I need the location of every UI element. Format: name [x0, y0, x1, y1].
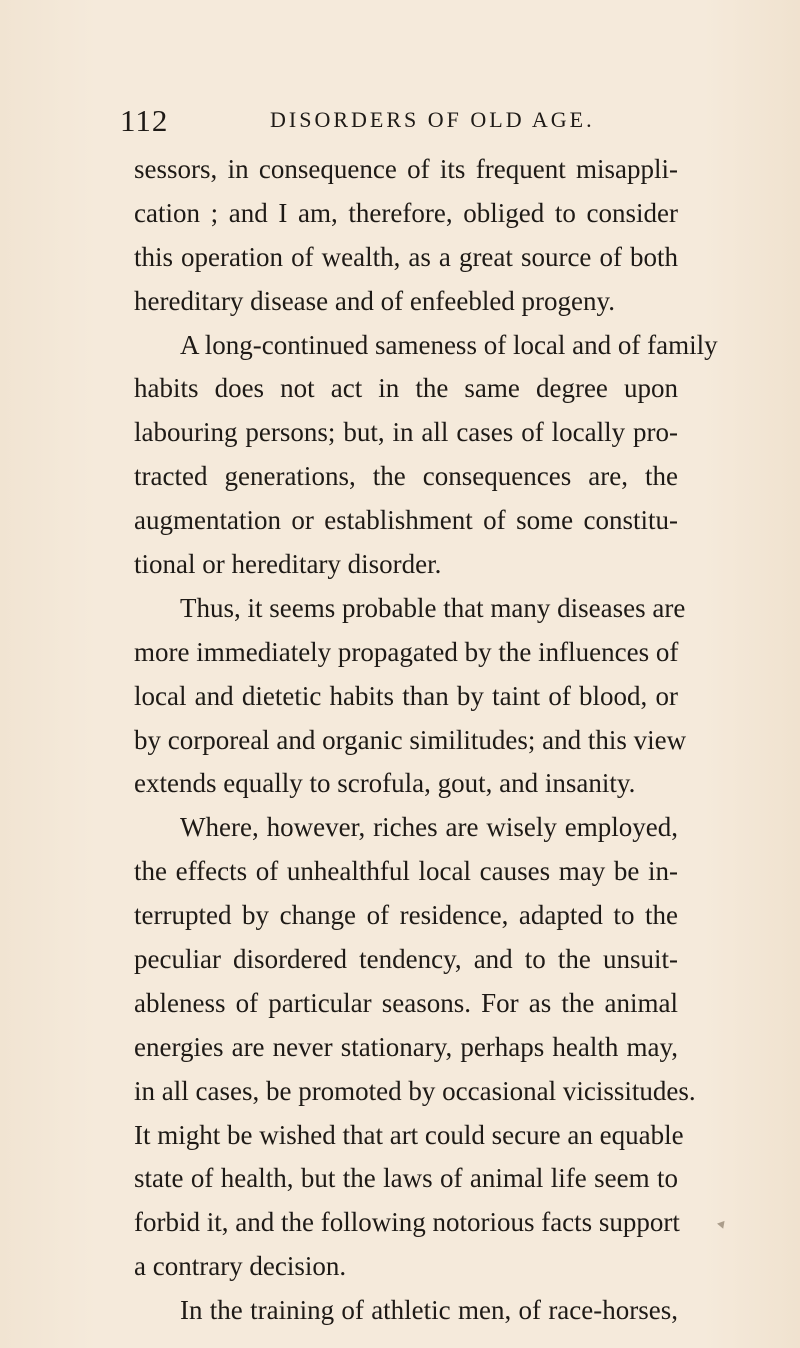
- text-line: In the training of athletic men, of race-horses,: [180, 1295, 678, 1326]
- text-line: sessors, in consequence of its frequent misappli-: [134, 154, 678, 184]
- text-line: augmentation or establishment of some constitu-: [134, 505, 678, 536]
- text-line: labouring persons; but, in all cases of locally pro-: [134, 417, 678, 448]
- text-line: Where, however, riches are wisely employed,: [180, 812, 678, 843]
- text-line: tional or hereditary disorder.: [134, 549, 442, 580]
- text-line: more immediately propagated by the influences of: [134, 636, 679, 667]
- text-line: by corporeal and organic similitudes; and this view: [134, 724, 687, 755]
- text-line: state of health, but the laws of animal life seem to: [134, 1163, 678, 1194]
- page-header: [120, 103, 680, 143]
- text-line: habits does not act in the same degree upon: [134, 373, 678, 404]
- text-line: tracted generations, the consequences are, the: [134, 461, 678, 492]
- body-text: [134, 148, 718, 1333]
- text-line: hereditary disease and of enfeebled progeny.: [134, 285, 616, 316]
- text-line: energies are never stationary, perhaps health may,: [134, 1031, 678, 1062]
- text-line: ableness of particular seasons. For as the animal: [134, 987, 678, 1018]
- text-line: this operation of wealth, as a great source of both: [134, 241, 678, 272]
- text-line: peculiar disordered tendency, and to the unsuit-: [134, 944, 678, 975]
- text-line: forbid it, and the following notorious facts support: [134, 1207, 680, 1238]
- text-line: Thus, it seems probable that many diseases are: [180, 592, 686, 623]
- text-line: in all cases, be promoted by occasional vicissitudes.: [134, 1075, 696, 1106]
- text-line: extends equally to scrofula, gout, and insanity.: [134, 768, 636, 799]
- running-head: DISORDERS OF OLD AGE.: [270, 107, 595, 132]
- text-line: cation ; and I am, therefore, obliged to consider: [134, 197, 678, 228]
- text-line: the effects of unhealthful local causes may be in-: [134, 856, 678, 887]
- ink-speck: [717, 1221, 727, 1230]
- text-line: local and dietetic habits than by taint of blood, or: [134, 680, 678, 711]
- text-line: terrupted by change of residence, adapted to the: [134, 900, 678, 931]
- text-line: It might be wished that art could secure an equable: [134, 1119, 684, 1150]
- page-number: 112: [120, 103, 169, 138]
- text-line: a contrary decision.: [134, 1251, 347, 1282]
- text-line: A long-continued sameness of local and of family: [180, 329, 718, 360]
